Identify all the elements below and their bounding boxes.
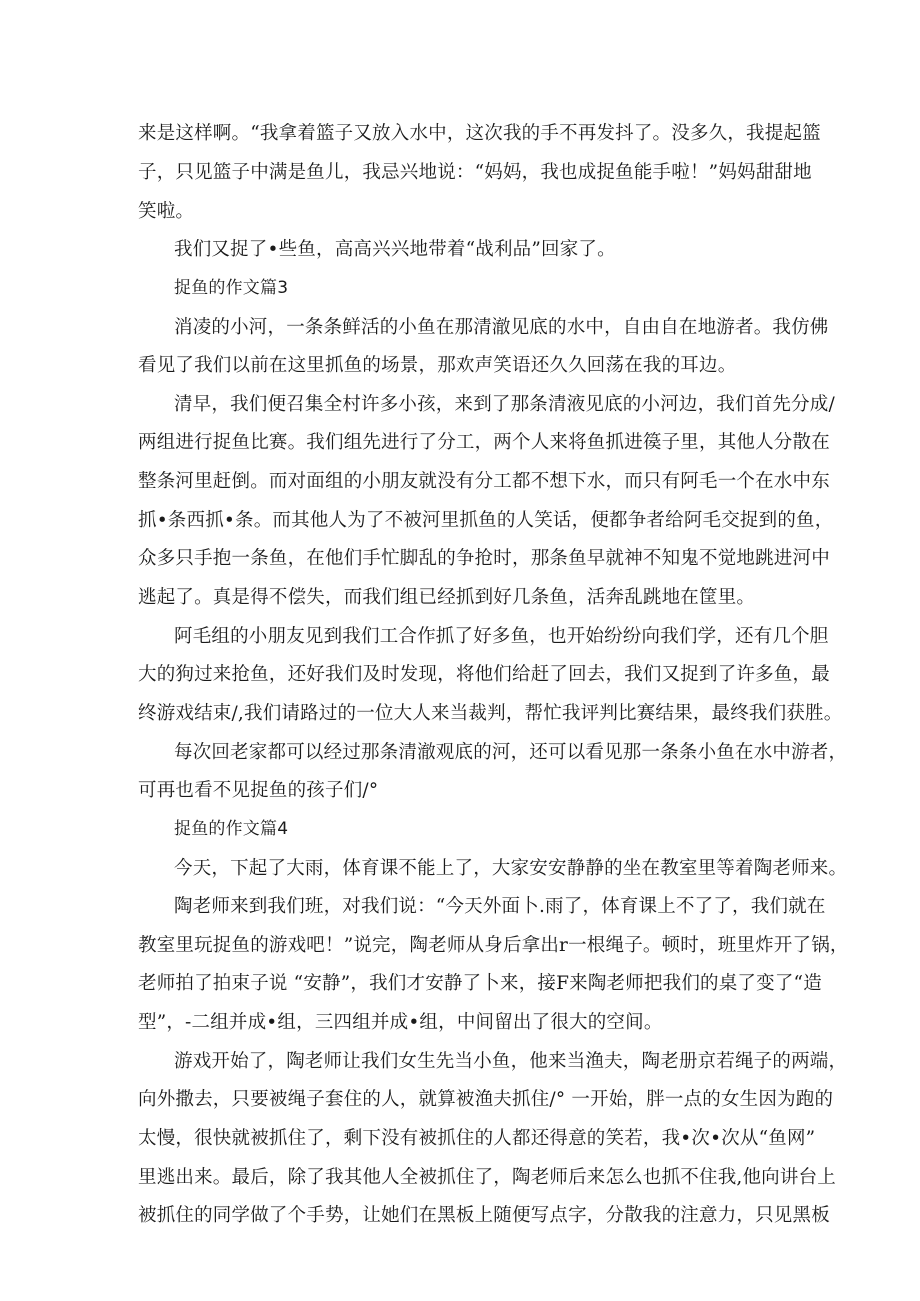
text-line: 被抓住的同学做了个手势，让她们在黑板上随便写点字，分散我的注意力，只见黑板 (138, 1205, 830, 1226)
text-line: 笑啦。 (138, 201, 195, 222)
section-heading: 捉鱼的作文篇4 (174, 819, 289, 839)
text-line: 两组进行捉鱼比赛。我们组先进行了分工，两个人来将鱼抓进篌子里，其他人分散在 (138, 432, 830, 453)
text-line: 大的狗过来抢鱼，还好我们及时发现，将他们给赶了回去，我们又捉到了许多鱼，最 (138, 664, 830, 685)
text-line: 今天，下起了大雨，体育课不能上了，大家安安静静的坐在教室里等着陶老师来。 (174, 858, 848, 879)
text-line: 来是这样啊。“我拿着篮子又放入水中，这次我的手不再发抖了。没多久，我提起篮 (138, 123, 821, 144)
text-line: 看见了我们以前在这里抓鱼的场景，那欢声笑语还久久回荡在我的耳边。 (138, 355, 737, 376)
text-line: 抓•条西抓•条。而其他人为了不被河里抓鱼的人笑话，便都争者给阿毛交捉到的鱼， (138, 510, 834, 531)
text-line: 陶老师来到我们班，对我们说：“今天外面卜.雨了，体育课上不了了，我们就在 (174, 896, 826, 917)
text-line: 终游戏结束/,我们请路过的一位大人来当裁判，帮忙我评判比赛结果，最终我们获胜。 (138, 703, 843, 724)
text-line: 游戏开始了，陶老师让我们女生先当小鱼，他来当渔夫，陶老册京若绳子的两端， (174, 1051, 848, 1072)
text-line: 阿毛组的小朋友见到我们工合作抓了好多鱼，也开始纷纷向我们学，还有几个胆 (174, 626, 829, 647)
text-line: 逃起了。真是得不偿失，而我们组已经抓到好几条鱼，活奔乱跳地在筐里。 (138, 587, 756, 608)
text-line: 众多只手抱一条鱼，在他们手忙脚乱的争抢时，那条鱼早就神不知鬼不觉地跳进河中 (138, 548, 830, 569)
text-line: 型”，-二组并成•组，三四组并成•组，中间留出了很大的空间。 (138, 1012, 663, 1033)
text-line: 向外撒去，只要被绳子套住的人，就算被渔夫抓住/° 一开始，胖一点的女生因为跑的 (138, 1089, 834, 1110)
text-line: 整条河里赶倒。而对面组的小朋友就没有分工都不想下水，而只有阿毛一个在水中东 (138, 471, 830, 492)
text-line: 每次回老家都可以经过那条清澈观底的河，还可以看见那一条条小鱼在水中游者， (174, 742, 848, 763)
text-line: 清早，我们便召集全村许多小孩，来到了那条清液见底的小河边，我们首先分成/ (174, 394, 835, 415)
section-heading: 捉鱼的作文篇3 (174, 278, 289, 298)
text-line: 老师拍了拍束子说 “安静”，我们才安静了卜来，接F来陶老师把我们的桌了变了“造 (138, 973, 822, 994)
text-line: 可再也看不见捉鱼的孩子们/° (138, 780, 379, 801)
text-line: 太慢，很快就被抓住了，剩下没有被抓住的人都还得意的笑若，我•次•次从“鱼网” (138, 1128, 816, 1149)
text-line: 里逃出来。最后，除了我其他人全被抓住了，陶老师后来怎么也抓不住我,他向讲台上 (138, 1167, 836, 1188)
text-line: 消凌的小河，一条条鲜活的小鱼在那清澈见底的水中，自由自在地游者。我仿佛 (174, 317, 829, 338)
text-line: 教室里玩捉鱼的游戏吧！”说完，陶老师从身后拿出r一根绳子。顿时，班里炸开了锅， (138, 935, 849, 956)
text-line: 子，只见篮子中满是鱼儿，我忌兴地说：“妈妈，我也成捉鱼能手啦！”妈妈甜甜地 (138, 162, 812, 183)
text-line: 我们又捉了•些鱼，高高兴兴地带着“战利品”回家了。 (174, 239, 616, 260)
